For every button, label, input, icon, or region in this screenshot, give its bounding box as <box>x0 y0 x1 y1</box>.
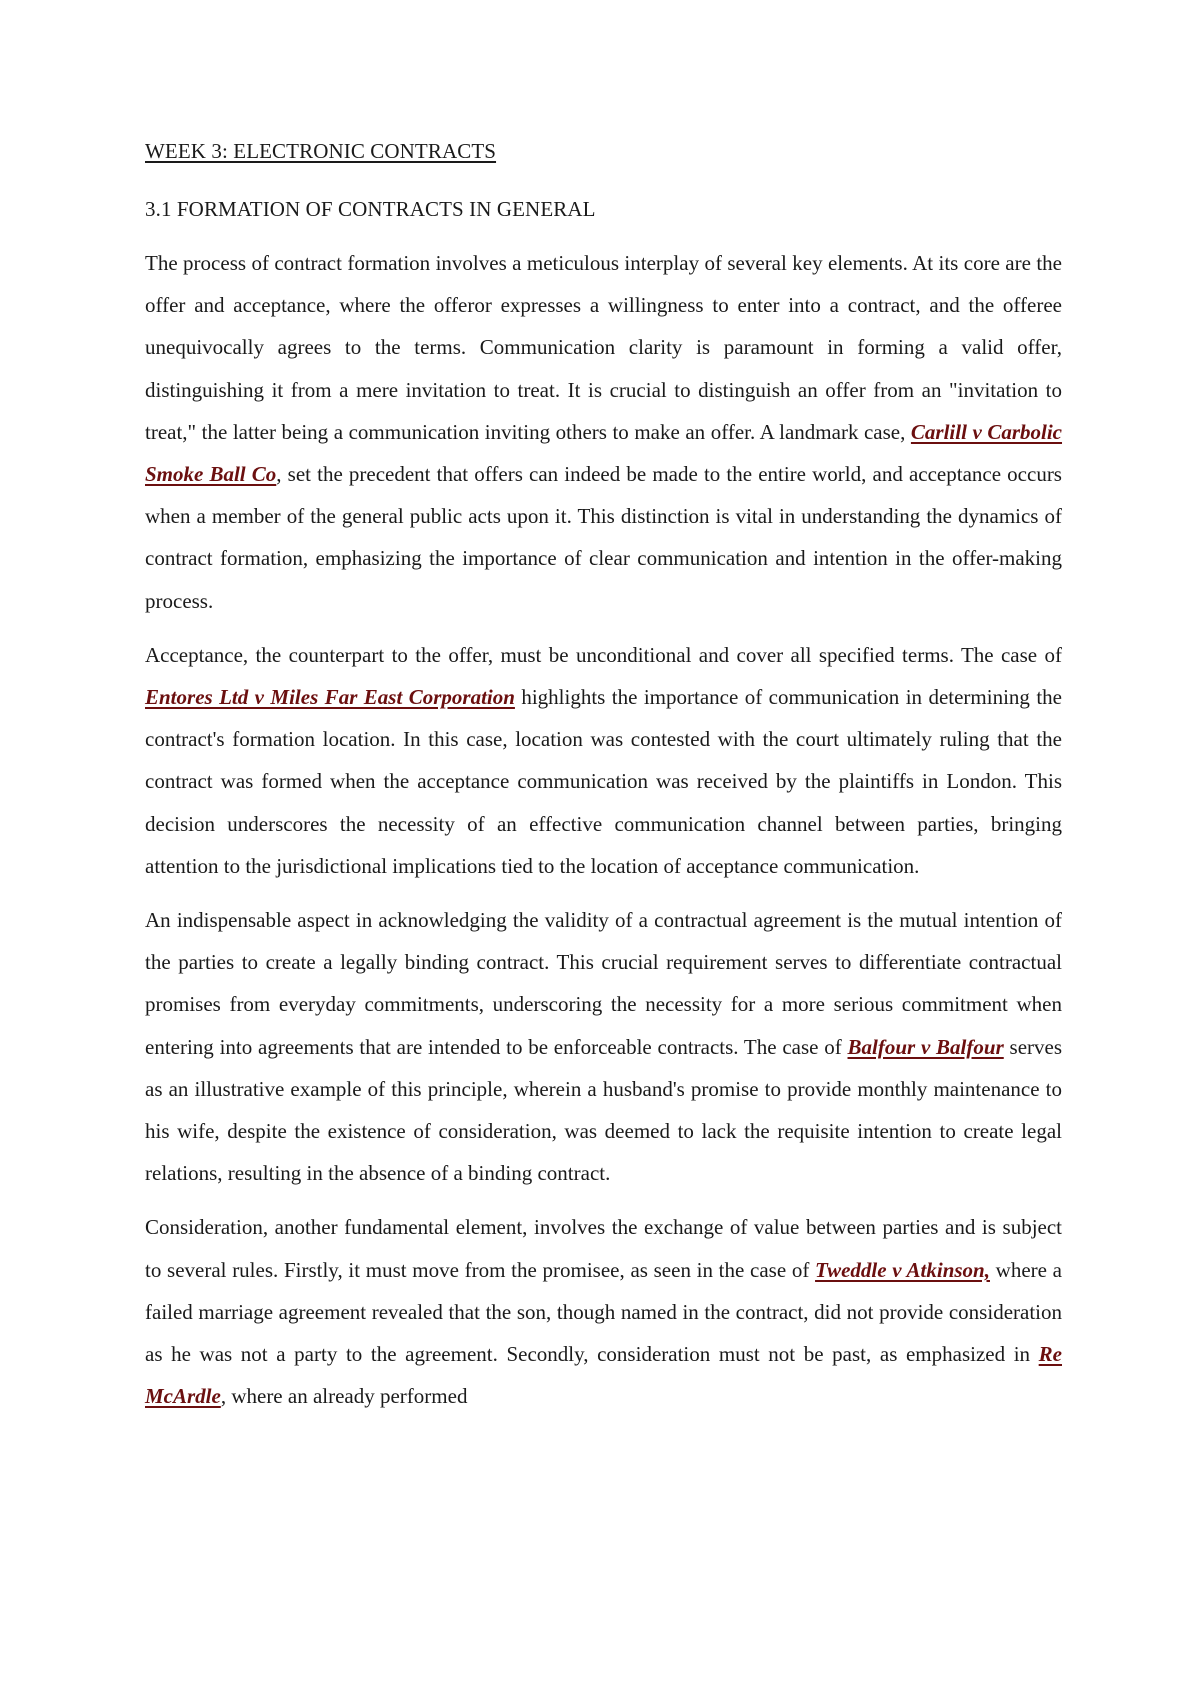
paragraph-text: Acceptance, the counterpart to the offer, must be unconditional and cover all specified terms. The case of <box>145 642 1062 667</box>
section-heading: 3.1 FORMATION OF CONTRACTS IN GENERAL <box>145 197 596 221</box>
case-citation-tweddle: Tweddle v Atkinson, <box>815 1257 990 1282</box>
paragraph-consideration <box>145 1206 1062 1417</box>
case-citation-balfour: Balfour v Balfour <box>847 1034 1004 1059</box>
document-title: WEEK 3: ELECTRONIC CONTRACTS <box>145 139 497 163</box>
paragraph-text: highlights the importance of communication in determining the contract's formation location. In this case, location was contested with the court ultimately ruling that the contract was formed when the acceptance communication was received by the plaintiffs in London. This decision underscores the necessity of an effective communication channel between parties, bringing attention to the jurisdictional implications tied to the location of acceptance communication. <box>145 685 1062 878</box>
paragraph-text: An indispensable aspect in acknowledging the validity of a contractual agreement is the mutual intention of the parties to create a legally binding contract. This crucial requirement serves to differentiate contractual promises from everyday commitments, underscoring the necessity for a more serious commitment when entering into agreements that are intended to be enforceable contracts. The case of <box>145 908 1062 1059</box>
paragraph-text: serves as an illustrative example of this principle, wherein a husband's promise to provide monthly maintenance to his wife, despite the existence of consideration, was deemed to lack the requisite intention to create legal relations, resulting in the absence of a binding contract. <box>145 1034 1062 1186</box>
paragraph-acceptance <box>145 634 1062 887</box>
paragraph-text: , where an already performed <box>220 1384 468 1409</box>
case-citation-entores: Entores Ltd v Miles Far East Corporation <box>145 685 515 710</box>
paragraph-intention <box>145 899 1062 1194</box>
paragraph-text: , set the precedent that offers can indeed be made to the entire world, and acceptance occurs when a member of the general public acts upon it. This distinction is vital in understanding the dynamics of contract formation, emphasizing the importance of clear communication and intention in the offer-making process. <box>145 462 1062 613</box>
paragraph-text: The process of contract formation involves a meticulous interplay of several key elements. At its core are the offer and acceptance, where the offeror expresses a willingness to enter into a contract, and the offeree unequivocally agrees to the terms. Communication clarity is paramount in forming a valid offer, distinguishing it from a mere invitation to treat. It is crucial to distinguish an offer from an "invitation to treat," the latter being a communication inviting others to make an offer. A landmark case, <box>145 251 1062 444</box>
paragraph-text: Consideration, another fundamental element, involves the exchange of value between parties and is subject to several rules. Firstly, it must move from the promisee, as seen in the case of <box>145 1215 1062 1282</box>
paragraph-offer <box>145 242 1062 622</box>
paragraph-text: where a failed marriage agreement revealed that the son, though named in the contract, did not provide consideration as he was not a party to the agreement. Secondly, consideration must not be past, as emphasized in <box>145 1257 1062 1367</box>
case-citation-carlill: Carlill v Carbolic Smoke Ball Co <box>145 419 1063 487</box>
case-citation-mcardle: Re McArdle <box>145 1342 1062 1409</box>
